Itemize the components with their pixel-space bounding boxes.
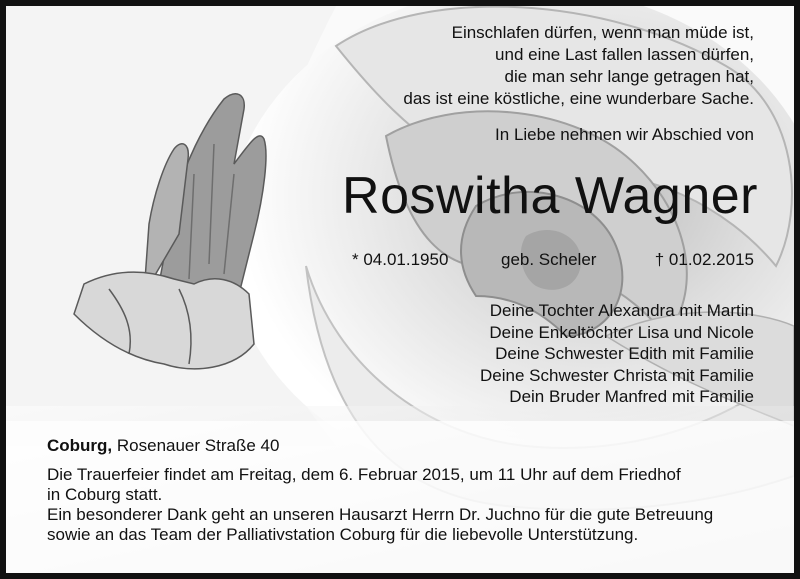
place-address <box>47 436 279 456</box>
poem-line: Einschlafen dürfen, wenn man müde ist, <box>451 23 754 42</box>
mourner-line: Deine Enkeltöchter Lisa und Nicole <box>489 322 754 342</box>
mourner-line: Deine Tochter Alexandra mit Martin <box>489 301 754 320</box>
funeral-line: Die Trauerfeier findet am Freitag, dem 6. Februar 2015, um 11 Uhr auf dem Friedhof <box>47 465 681 484</box>
praying-hands-image <box>64 84 284 384</box>
place-street: Rosenauer Straße 40 <box>112 436 280 455</box>
mourner-line: Deine Schwester Christa mit Familie <box>480 365 754 385</box>
maiden-name: geb. Scheler <box>501 250 597 269</box>
death-date: † 01.02.2015 <box>654 250 754 269</box>
mourners-list <box>480 300 754 408</box>
poem-line: das ist eine köstliche, eine wunderbare Sache. <box>403 89 754 108</box>
funeral-details <box>47 465 787 545</box>
poem-quote <box>403 22 754 110</box>
thanks-line: Ein besonderer Dank geht an unseren Hausarzt Herrn Dr. Juchno für die gute Betreuung <box>47 505 714 524</box>
poem-line: die man sehr lange getragen hat, <box>504 67 754 86</box>
mourner-line: Deine Schwester Edith mit Familie <box>495 344 754 363</box>
place-city: Coburg, <box>47 436 113 455</box>
deceased-name: Roswitha Wagner <box>342 167 758 225</box>
funeral-line: in Coburg statt. <box>47 485 163 504</box>
birth-date: * 04.01.1950 <box>352 250 449 269</box>
farewell-intro: In Liebe nehmen wir Abschied von <box>495 125 754 144</box>
poem-line: und eine Last fallen lassen dürfen, <box>495 45 754 64</box>
mourner-line: Dein Bruder Manfred mit Familie <box>509 387 754 406</box>
thanks-line: sowie an das Team der Palliativstation Coburg für die liebevolle Unterstützung. <box>47 525 639 544</box>
